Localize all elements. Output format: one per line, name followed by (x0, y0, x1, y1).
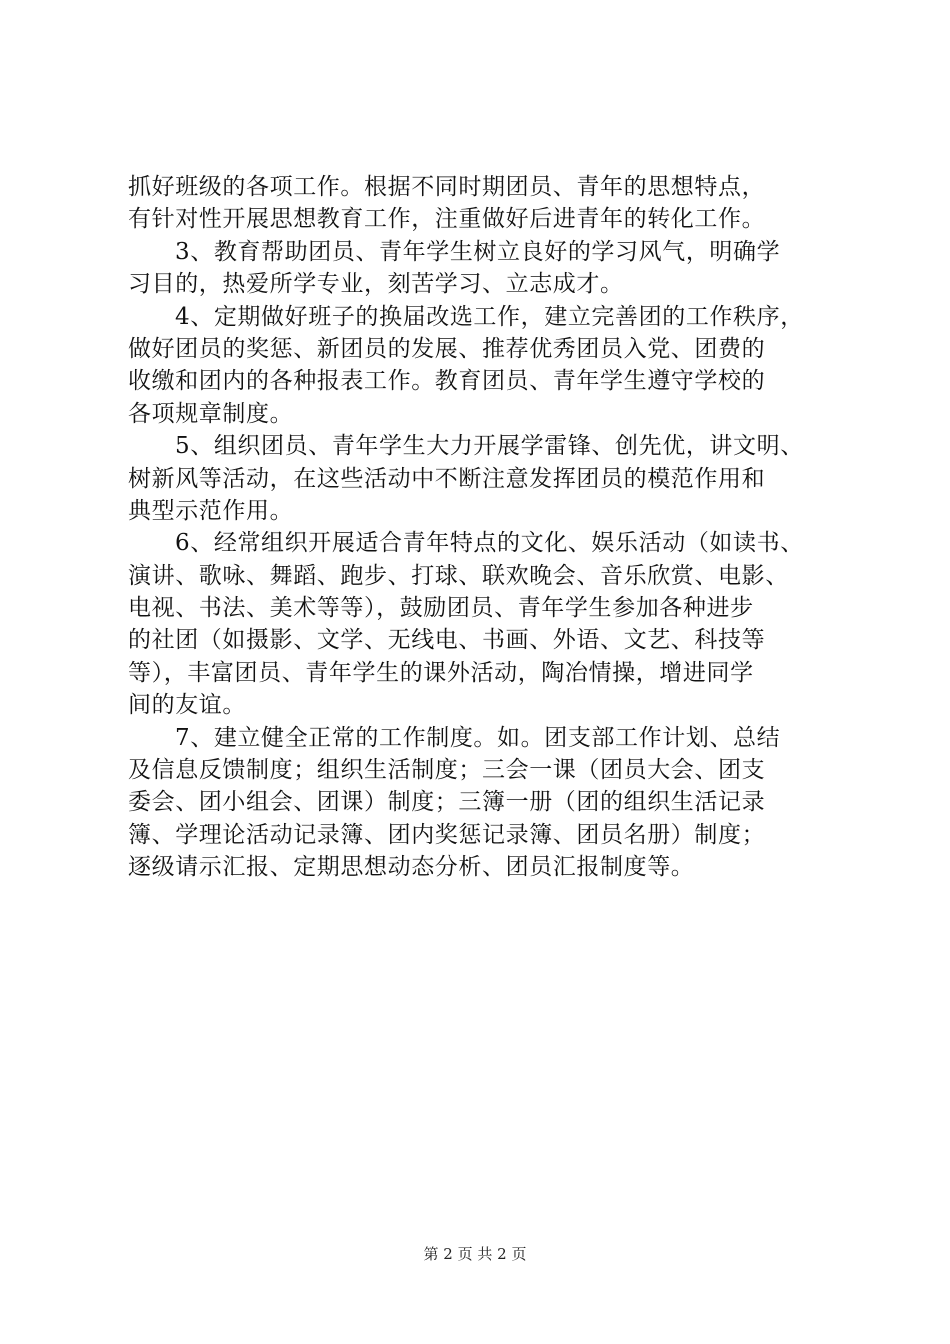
text-line: 及信息反馈制度；组织生活制度；三会一课（团员大会、团支 (128, 757, 766, 784)
text-line: 5、组织团员、青年学生大力开展学雷锋、创先优，讲文明、 (175, 433, 804, 460)
text-line: 电视、书法、美术等等），鼓励团员、青年学生参加各种进步 (128, 595, 754, 622)
text-line: 逐级请示汇报、定期思想动态分析、团员汇报制度等。 (128, 854, 695, 881)
text-line: 有针对性开展思想教育工作，注重做好后进青年的转化工作。 (128, 206, 766, 233)
text-line: 簿、学理论活动记录簿、团内奖惩记录簿、团员名册）制度； (128, 821, 766, 848)
text-line: 4、定期做好班子的换届改选工作，建立完善团的工作秩序， (175, 303, 804, 330)
text-line: 的社团（如摄影、文学、无线电、书画、外语、文艺、科技等 (128, 627, 766, 654)
document-body (128, 171, 828, 884)
text-line: 各项规章制度。 (128, 400, 294, 427)
text-line: 委会、团小组会、团课）制度；三簿一册（团的组织生活记录 (128, 789, 766, 816)
text-line: 典型示范作用。 (128, 497, 294, 524)
page-number-label: 第 2 页 共 2 页 (423, 1245, 527, 1263)
page-footer (0, 1243, 950, 1264)
text-line: 习目的，热爱所学专业，刻苦学习、立志成才。 (128, 271, 624, 298)
text-line: 抓好班级的各项工作。根据不同时期团员、青年的思想特点， (128, 174, 766, 200)
text-line: 演讲、歌咏、舞蹈、跑步、打球、联欢晚会、音乐欣赏、电影、 (128, 562, 789, 589)
text-line: 6、经常组织开展适合青年特点的文化、娱乐活动（如读书、 (175, 530, 804, 557)
text-line: 等），丰富团员、青年学生的课外活动，陶冶情操，增进同学 (128, 659, 754, 686)
text-line: 3、教育帮助团员、青年学生树立良好的学习风气，明确学 (175, 238, 781, 265)
text-line: 树新风等活动，在这些活动中不断注意发挥团员的模范作用和 (128, 465, 766, 492)
text-line: 做好团员的奖惩、新团员的发展、推荐优秀团员入党、团费的 (128, 335, 766, 362)
text-line: 收缴和团内的各种报表工作。教育团员、青年学生遵守学校的 (128, 368, 766, 395)
text-line: 间的友谊。 (128, 692, 246, 719)
text-line: 7、建立健全正常的工作制度。如。团支部工作计划、总结 (175, 724, 781, 751)
